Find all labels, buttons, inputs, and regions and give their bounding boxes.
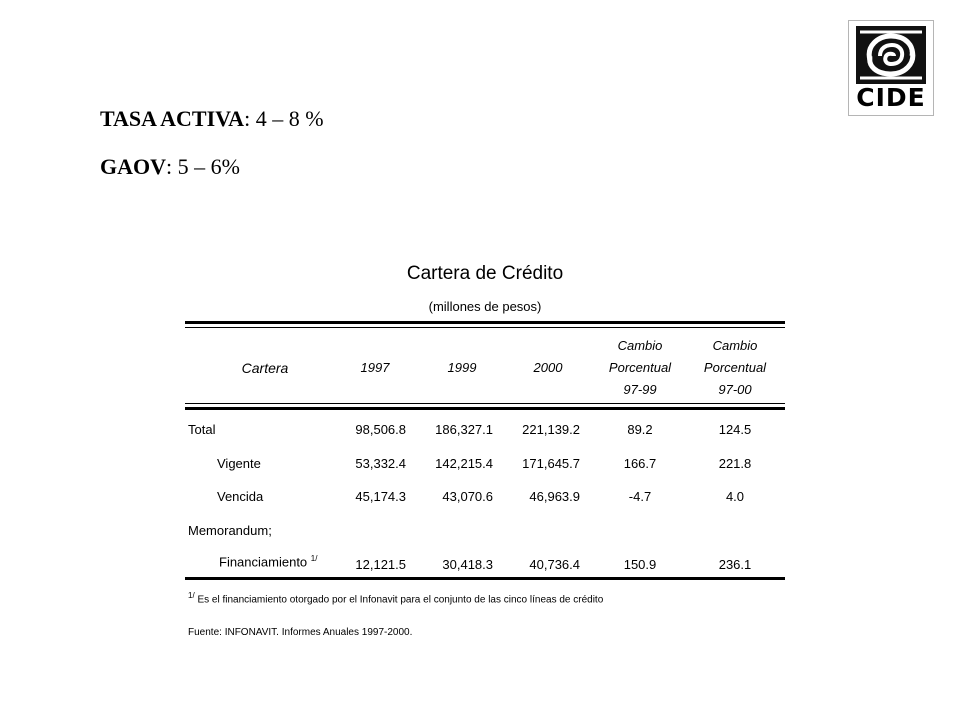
header-cartera: Cartera (241, 360, 289, 376)
row-total-label: Total (188, 422, 216, 437)
row-financiamiento-footnote-mark: 1/ (310, 554, 318, 563)
row-vigente-cambio-97-99: 166.7 (623, 456, 657, 471)
table-top-thin-rule (185, 327, 785, 328)
row-vencida-cambio-97-99: -4.7 (628, 489, 652, 504)
memorandum-label: Memorandum; (188, 523, 272, 538)
cide-logo-text: CIDE (856, 83, 926, 112)
header-cambio-97-99 (595, 335, 685, 401)
header-cambio-97-00-line3: 97-00 (718, 382, 752, 397)
row-financiamiento-label (219, 551, 317, 570)
row-vigente-2000: 171,645.7 (522, 456, 580, 471)
header-bottom-thin-rule (185, 403, 785, 404)
row-vigente-cambio-97-00: 221.8 (718, 456, 752, 471)
header-1997: 1997 (360, 360, 390, 375)
tasa-activa-label: TASA ACTIVA (100, 106, 245, 131)
header-cambio-97-00-line1: Cambio (712, 338, 758, 353)
table-footnote (188, 591, 603, 605)
table-subtitle: (millones de pesos) (428, 299, 542, 314)
tasa-activa-value: : 4 – 8 % (244, 106, 324, 131)
header-2000: 2000 (533, 360, 563, 375)
header-cambio-97-99-line2: Porcentual (608, 360, 672, 375)
row-financiamiento-1997: 12,121.5 (355, 557, 406, 572)
table-bottom-rule (185, 577, 785, 580)
cide-logo (848, 20, 934, 116)
footnote-text: Es el financiamiento otorgado por el Infonavit para el conjunto de las cinco líneas de crédito (197, 594, 604, 606)
gaov-line (100, 154, 240, 180)
row-total-2000: 221,139.2 (522, 422, 580, 437)
tasa-activa-line (100, 106, 324, 132)
header-cambio-97-00-line2: Porcentual (703, 360, 767, 375)
table-top-rule (185, 321, 785, 324)
row-financiamiento-text: Financiamiento (219, 554, 308, 570)
row-vencida-label: Vencida (217, 489, 264, 504)
header-cambio-97-00 (690, 335, 780, 401)
row-total-cambio-97-00: 124.5 (718, 422, 752, 437)
header-1999: 1999 (447, 360, 477, 375)
row-vigente-label: Vigente (217, 456, 261, 471)
gaov-value: : 5 – 6% (166, 154, 240, 179)
row-financiamiento-1999: 30,418.3 (442, 557, 493, 572)
row-vencida-cambio-97-00: 4.0 (725, 489, 745, 504)
row-vencida-1997: 45,174.3 (355, 489, 406, 504)
row-vencida-2000: 46,963.9 (529, 489, 580, 504)
gaov-label: GAOV (100, 154, 166, 179)
row-financiamiento-cambio-97-99: 150.9 (623, 557, 657, 572)
table-source: Fuente: INFONAVIT. Informes Anuales 1997-2000. (188, 627, 413, 638)
footnote-mark: 1/ (188, 591, 195, 600)
header-bottom-rule (185, 407, 785, 410)
header-cambio-97-99-line1: Cambio (617, 338, 663, 353)
row-vigente-1999: 142,215.4 (435, 456, 493, 471)
row-vigente-1997: 53,332.4 (355, 456, 406, 471)
row-vencida-1999: 43,070.6 (442, 489, 493, 504)
table-title: Cartera de Crédito (406, 263, 564, 284)
row-total-cambio-97-99: 89.2 (627, 422, 653, 437)
row-financiamiento-2000: 40,736.4 (529, 557, 580, 572)
cide-emblem-icon (856, 26, 926, 84)
row-financiamiento-cambio-97-00: 236.1 (718, 557, 752, 572)
header-cambio-97-99-line3: 97-99 (623, 382, 657, 397)
row-total-1999: 186,327.1 (435, 422, 493, 437)
row-total-1997: 98,506.8 (355, 422, 406, 437)
